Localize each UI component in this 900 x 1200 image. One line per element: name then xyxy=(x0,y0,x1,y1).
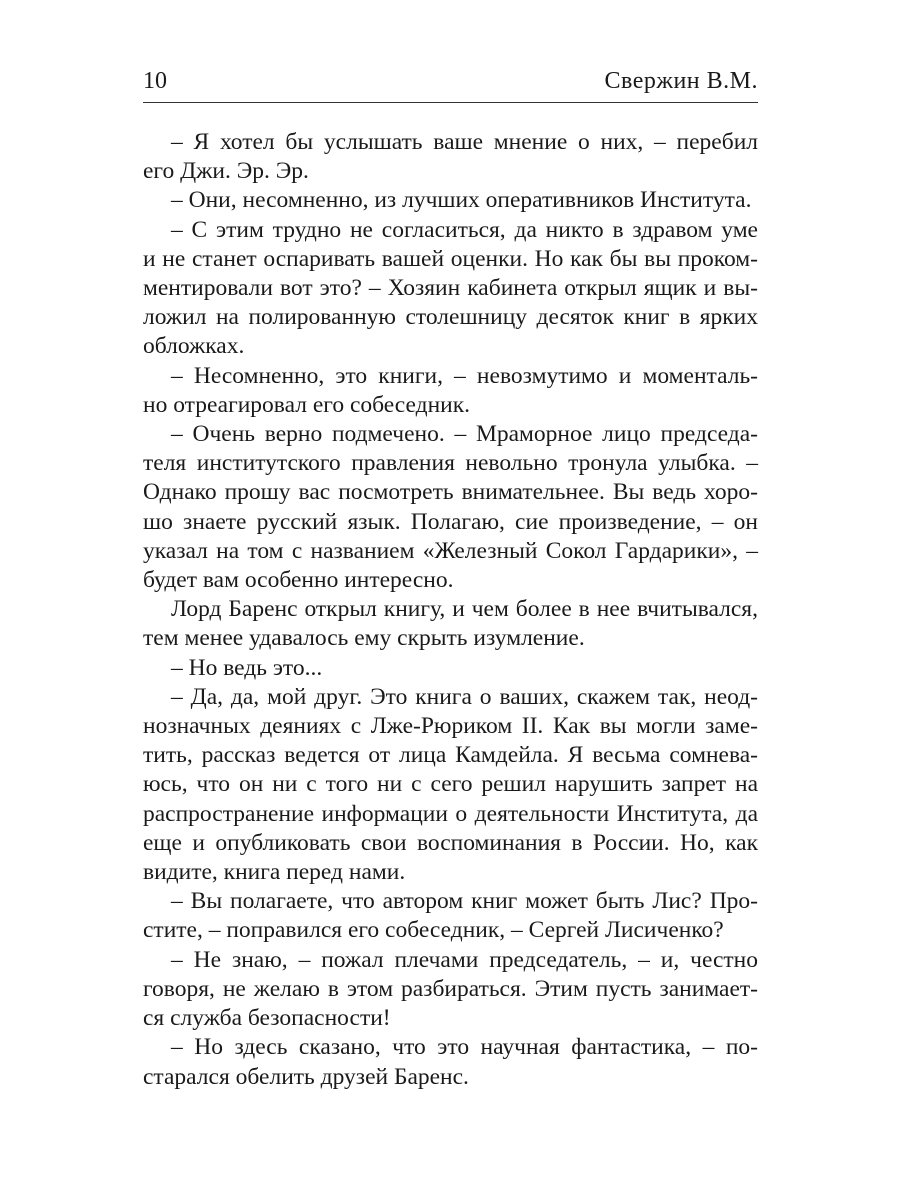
text-line: – Они, несомненно, из лучших оперативников Института. xyxy=(171,187,752,214)
text-line: будет вам особенно интересно. xyxy=(143,567,454,594)
text-line: юсь, что он ни с того ни с сего решил нарушить запрет на xyxy=(143,771,758,798)
text-line: тить, рассказ ведется от лица Камдейла. Я весьма сомнева- xyxy=(143,742,758,769)
text-line: Лорд Баренс открыл книгу, и чем более в нее вчитывался, xyxy=(171,596,758,623)
text-line: – С этим трудно не согласиться, да никто в здравом уме xyxy=(171,216,758,243)
text-line: нозначных деяниях с Лже-Рюриком II. Как вы могли заме- xyxy=(143,713,758,740)
text-line: ся служба безопасности! xyxy=(143,1005,391,1032)
text-line: и не станет оспаривать вашей оценки. Но как бы вы проком- xyxy=(143,245,758,272)
text-line: – Несомненно, это книги, – невозмутимо и моменталь- xyxy=(171,362,758,389)
text-line: – Да, да, мой друг. Это книга о ваших, скажем так, неод- xyxy=(171,683,758,710)
page-number: 10 xyxy=(143,68,167,94)
text-line: ментировали вот это? – Хозяин кабинета открыл ящик и вы- xyxy=(143,275,758,302)
body-text xyxy=(143,128,758,1092)
text-line: ложил на полированную столешницу десяток книг в ярких xyxy=(143,304,758,331)
text-line: шо знаете русский язык. Полагаю, сие произведение, – он xyxy=(143,508,758,535)
text-line: – Но здесь сказано, что это научная фантастика, – по- xyxy=(171,1034,758,1061)
text-line: стите, – поправился его собеседник, – Сергей Лисиченко? xyxy=(143,917,724,944)
text-line: указал на том с названием «Железный Сокол Гардарики», – xyxy=(143,537,758,564)
running-head-author: Свержин В.М. xyxy=(604,68,758,94)
text-line: – Вы полагаете, что автором книг может быть Лис? Про- xyxy=(171,888,758,915)
text-line: видите, книга перед нами. xyxy=(143,859,406,886)
text-line: – Не знаю, – пожал плечами председатель, – и, честно xyxy=(171,946,758,973)
text-line: но отреагировал его собеседник. xyxy=(143,391,471,418)
text-line: еще и опубликовать свои воспоминания в России. Но, как xyxy=(143,829,758,856)
text-line: – Я хотел бы услышать ваше мнение о них, – перебил xyxy=(171,129,758,155)
text-line: говоря, не желаю в этом разбираться. Этим пусть занимает- xyxy=(143,975,758,1002)
text-line: обложках. xyxy=(143,333,245,360)
text-line: его Джи. Эр. Эр. xyxy=(143,158,309,185)
text-line: распространение информации о деятельности Института, да xyxy=(143,800,758,827)
text-line: Однако прошу вас посмотреть внимательнее. Вы ведь хоро- xyxy=(143,479,758,506)
text-line: старался обелить друзей Баренс. xyxy=(143,1063,469,1090)
page-header xyxy=(143,66,758,103)
text-line: – Очень верно подмечено. – Мраморное лицо председа- xyxy=(171,421,758,448)
text-line: теля институтского правления невольно тронула улыбка. – xyxy=(143,450,758,477)
text-line: тем менее удавалось ему скрыть изумление. xyxy=(143,625,585,652)
text-line: – Но ведь это... xyxy=(171,654,323,681)
